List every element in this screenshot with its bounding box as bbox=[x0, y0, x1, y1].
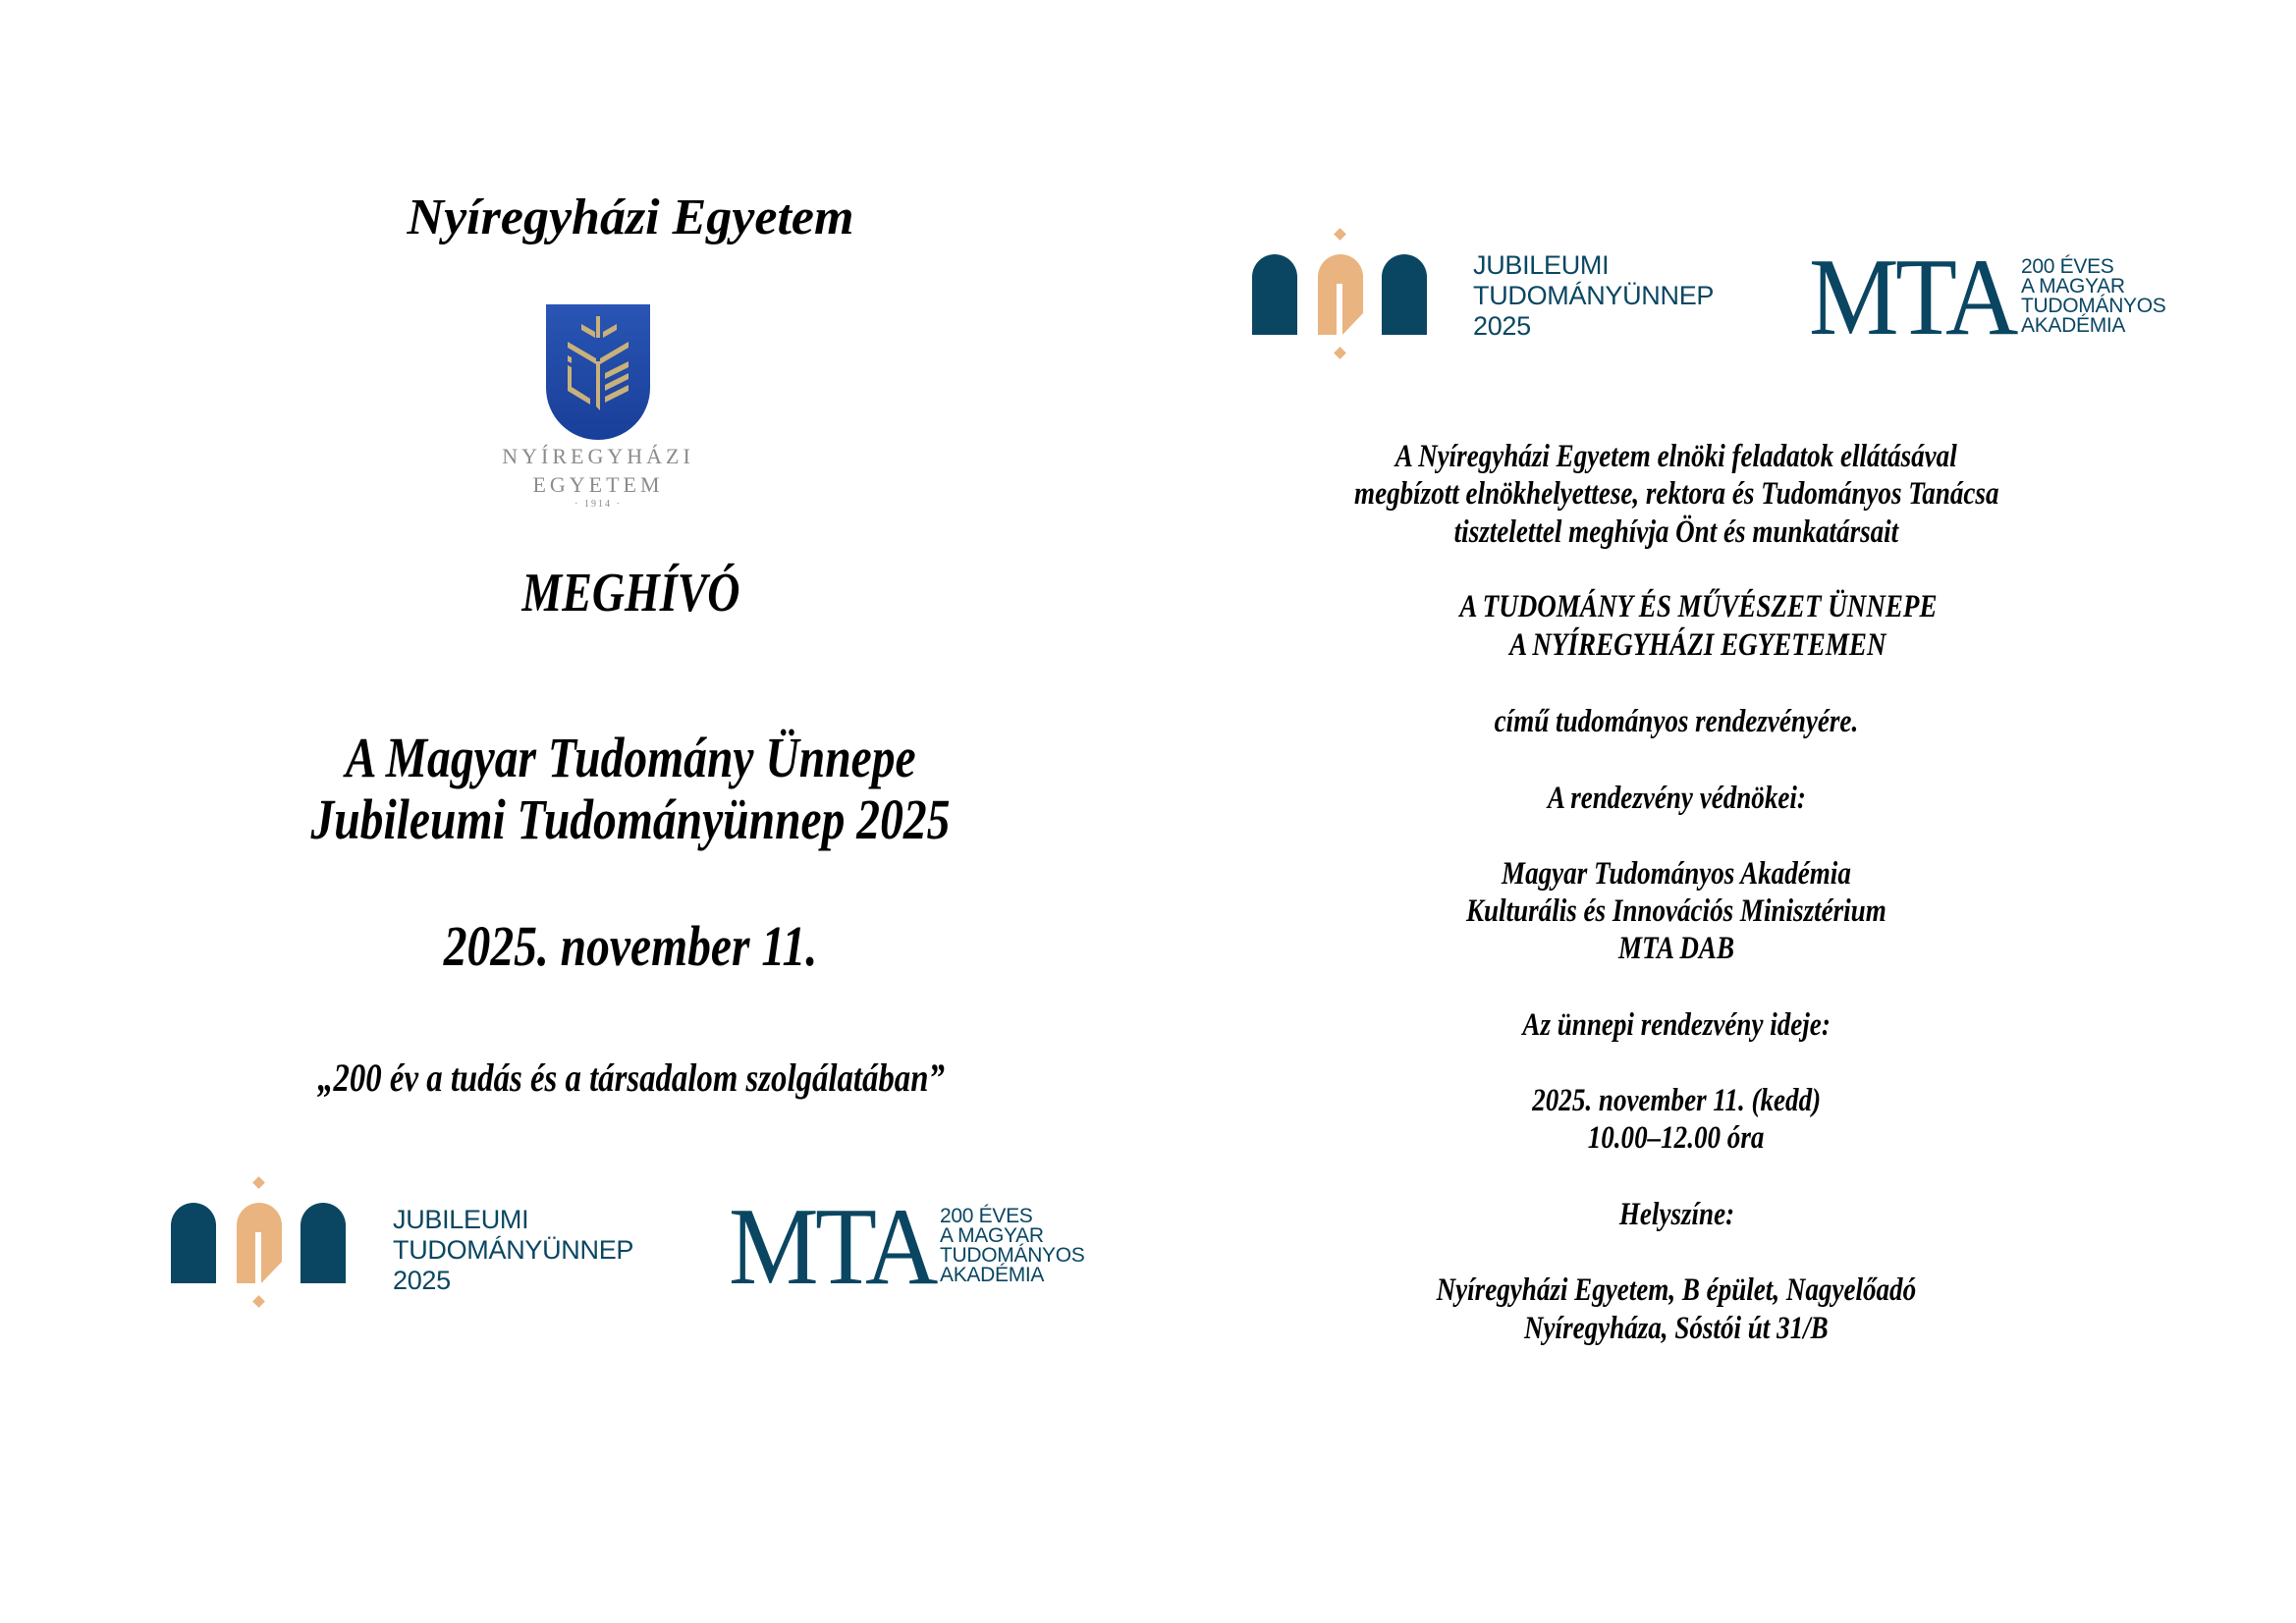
arch-icon bbox=[1382, 254, 1427, 335]
venue-line-text: Nyíregyházi Egyetem, B épület, Nagyelőadó bbox=[1436, 1272, 1917, 1308]
patrons-label bbox=[1261, 781, 2092, 817]
mta-wordmark: MTA bbox=[729, 1186, 935, 1308]
event-title-line2 bbox=[0, 786, 1261, 852]
mta-line4: AKADÉMIA bbox=[940, 1264, 1045, 1286]
patron-item-text: Magyar Tudományos Akadémia bbox=[1502, 856, 1851, 892]
university-crest-icon bbox=[546, 304, 650, 440]
mta-logo-text bbox=[2021, 257, 2166, 336]
intro-line-text: megbízott elnökhelyettese, rektora és Tudományos Tanácsa bbox=[1353, 476, 1999, 512]
event-name-line-text: A TUDOMÁNY ÉS MŰVÉSZET ÜNNEPE bbox=[1458, 589, 1938, 624]
diamond-icon bbox=[252, 1176, 265, 1189]
university-title-text: Nyíregyházi Egyetem bbox=[407, 189, 854, 245]
mta-line3: TUDOMÁNYOS bbox=[940, 1244, 1085, 1267]
jubilee-line1: JUBILEUMI bbox=[1473, 250, 1610, 280]
patrons-label-text: A rendezvény védnökei: bbox=[1547, 781, 1806, 816]
jubilee-logo-text bbox=[1473, 250, 1714, 342]
event-name-line-text: A NYÍREGYHÁZI EGYETEMEN bbox=[1509, 627, 1886, 663]
event-type-text: című tudományos rendezvényére. bbox=[1494, 704, 1859, 739]
mta-line1: 200 ÉVES bbox=[940, 1205, 1033, 1227]
event-name-line bbox=[1283, 627, 2113, 664]
venue-line-text: Nyíregyháza, Sóstói út 31/B bbox=[1524, 1311, 1829, 1346]
mta-wordmark: MTA bbox=[1809, 237, 2015, 358]
event-day-text: 2025. november 11. (kedd) bbox=[1532, 1083, 1821, 1118]
open-door-arch-icon bbox=[237, 1203, 282, 1283]
jubilee-line3: 2025 bbox=[1473, 311, 1531, 341]
crest-label-line2: EGYETEM bbox=[532, 472, 664, 497]
jubilee-line2: TUDOMÁNYÜNNEP bbox=[393, 1235, 634, 1265]
mta-line1: 200 ÉVES bbox=[2021, 255, 2114, 278]
arch-icon bbox=[1252, 254, 1297, 335]
event-motto-text: „200 év a tudás és a társadalom szolgálatában” bbox=[316, 1055, 945, 1100]
university-title bbox=[0, 189, 1261, 246]
event-title-line1-text: A Magyar Tudomány Ünnepe bbox=[345, 726, 916, 789]
patron-item bbox=[1261, 893, 2092, 930]
mta-line2: A MAGYAR bbox=[2021, 275, 2125, 298]
patron-item bbox=[1261, 931, 2092, 967]
intro-line bbox=[1261, 476, 2092, 513]
venue-line bbox=[1261, 1272, 2092, 1309]
time-label-text: Az ünnepi rendezvény ideje: bbox=[1522, 1007, 1831, 1043]
event-date bbox=[0, 913, 1261, 979]
intro-line bbox=[1261, 514, 2092, 551]
jubilee-line3: 2025 bbox=[393, 1266, 451, 1295]
intro-line bbox=[1261, 439, 2092, 475]
crest-label-line1: NYÍREGYHÁZI bbox=[502, 444, 694, 468]
venue-line bbox=[1261, 1311, 2092, 1347]
patron-item-text: MTA DAB bbox=[1617, 931, 1735, 966]
event-name-line bbox=[1283, 589, 2113, 625]
arch-icon bbox=[171, 1203, 216, 1283]
patron-item bbox=[1261, 856, 2092, 893]
jubilee-logo-text bbox=[393, 1205, 633, 1296]
event-date-text: 2025. november 11. bbox=[443, 914, 818, 978]
invitation-heading-text: MEGHÍVÓ bbox=[520, 563, 739, 623]
mta-line3: TUDOMÁNYOS bbox=[2021, 295, 2166, 317]
diamond-icon bbox=[1334, 347, 1346, 359]
diamond-icon bbox=[1334, 228, 1346, 241]
crest-founding-year: · 1914 · bbox=[574, 499, 622, 510]
time-label bbox=[1261, 1007, 2092, 1044]
event-title-line2-text: Jubileumi Tudományünnep 2025 bbox=[310, 787, 951, 851]
venue-label-text: Helyszíne: bbox=[1618, 1197, 1734, 1232]
intro-line-text: tisztelettel meghívja Önt és munkatársait bbox=[1453, 514, 1899, 550]
event-day bbox=[1261, 1083, 2092, 1119]
event-motto bbox=[0, 1055, 1261, 1101]
mta-logo-text bbox=[940, 1207, 1085, 1285]
event-time-text: 10.00–12.00 óra bbox=[1588, 1120, 1765, 1156]
event-time bbox=[1261, 1120, 2092, 1157]
event-type bbox=[1261, 704, 2092, 740]
invitation-heading bbox=[0, 562, 1261, 624]
mta-line2: A MAGYAR bbox=[940, 1224, 1044, 1247]
arch-icon bbox=[301, 1203, 346, 1283]
open-door-arch-icon bbox=[1318, 254, 1363, 335]
invitation-details bbox=[1261, 0, 2296, 1623]
event-title-line1 bbox=[0, 725, 1261, 790]
intro-line-text: A Nyíregyházi Egyetem elnöki feladatok ellátásával bbox=[1395, 439, 1957, 474]
diamond-icon bbox=[252, 1295, 265, 1308]
mta-line4: AKADÉMIA bbox=[2021, 314, 2126, 337]
jubilee-logo bbox=[171, 1178, 367, 1316]
jubilee-line1: JUBILEUMI bbox=[393, 1205, 529, 1234]
jubilee-line2: TUDOMÁNYÜNNEP bbox=[1473, 281, 1715, 310]
venue-label bbox=[1261, 1197, 2092, 1233]
patron-item-text: Kulturális és Innovációs Minisztérium bbox=[1466, 893, 1886, 929]
jubilee-logo bbox=[1252, 230, 1449, 367]
